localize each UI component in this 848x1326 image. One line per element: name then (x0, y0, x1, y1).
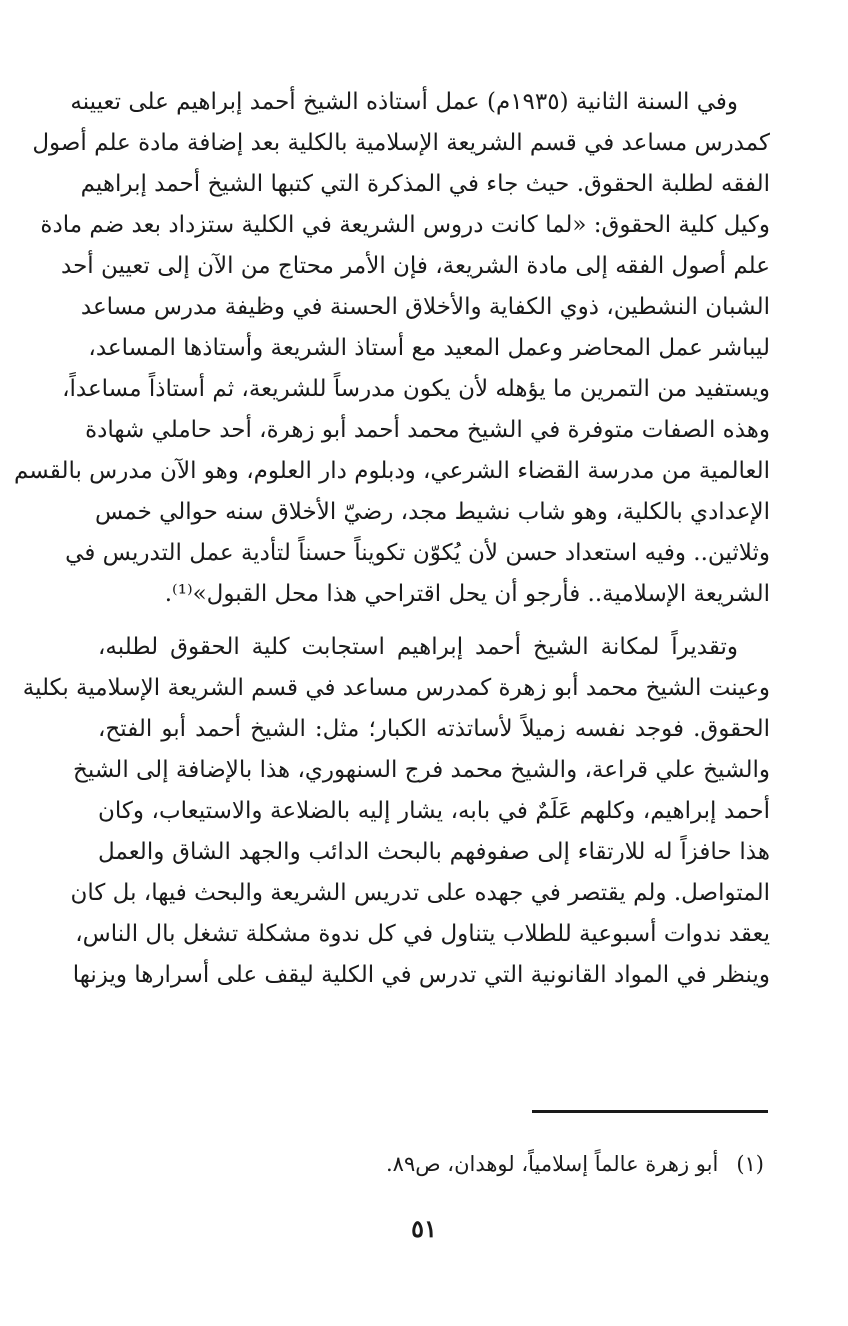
text-line: وثلاثين.. وفيه استعداد حسن لأن يُكوّن تكويناً حسناً لتأدية عمل التدريس في (65, 540, 770, 566)
text-line: وتقديراً لمكانة الشيخ أحمد إبراهيم استجابت كلية الحقوق لطلبه، (98, 634, 738, 660)
text-line: أحمد إبراهيم، وكلهم عَلَمٌ في بابه، يشار إليه بالضلاعة والاستيعاب، وكان (98, 798, 770, 824)
text-line: الحقوق. فوجد نفسه زميلاً لأساتذته الكبار؛ مثل: الشيخ أحمد أبو الفتح، (98, 716, 770, 742)
text-line: وفي السنة الثانية (١٩٣٥م) عمل أستاذه الشيخ أحمد إبراهيم على تعيينه (70, 89, 738, 115)
text-line: المتواصل. ولم يقتصر في جهده على تدريس الشريعة والبحث فيها، بل كان (70, 880, 770, 906)
page-body (13, 82, 770, 996)
text-line: الشبان النشطين، ذوي الكفاية والأخلاق الحسنة في وظيفة مدرس مساعد (80, 294, 770, 320)
text-line: وينظر في المواد القانونية التي تدرس في الكلية ليقف على أسرارها ويزنها (72, 962, 770, 988)
paragraph-2 (22, 627, 770, 996)
text-line: وكيل كلية الحقوق: «لما كانت دروس الشريعة في الكلية ستزداد بعد ضم مادة (40, 212, 770, 238)
text-line: الشريعة الإسلامية.. فأرجو أن يحل اقتراحي هذا محل القبول»⁽¹⁾. (164, 581, 770, 607)
text-line: والشيخ علي قراعة، والشيخ محمد فرج السنهوري، هذا بالإضافة إلى الشيخ (73, 757, 770, 783)
text-line: الفقه لطلبة الحقوق. حيث جاء في المذكرة التي كتبها الشيخ أحمد إبراهيم (80, 171, 770, 197)
text-line: كمدرس مساعد في قسم الشريعة الإسلامية بالكلية بعد إضافة مادة علم أصول (32, 130, 770, 156)
footnote-separator (532, 1110, 768, 1113)
footnote (386, 1148, 764, 1180)
footnote-text: أبو زهرة عالماً إسلامياً، لوهدان، ص٨٩. (385, 1152, 719, 1176)
page-number: ٥١ (411, 1214, 437, 1243)
text-line: يعقد ندوات أسبوعية للطلاب يتناول في كل ندوة مشكلة تشغل بال الناس، (75, 921, 770, 947)
text-line: الإعدادي بالكلية، وهو شاب نشيط مجد، رضيّ الأخلاق سنه حوالي خمس (94, 499, 770, 525)
text-line: وعينت الشيخ محمد أبو زهرة كمدرس مساعد في قسم الشريعة الإسلامية بكلية (22, 675, 770, 701)
text-line: العالمية من مدرسة القضاء الشرعي، ودبلوم دار العلوم، وهو الآن مدرس بالقسم (13, 458, 770, 484)
footnote-number: (١) (736, 1152, 764, 1176)
text-line: ليباشر عمل المحاضر وعمل المعيد مع أستاذ الشريعة وأستاذها المساعد، (88, 335, 770, 361)
text-line: وهذه الصفات متوفرة في الشيخ محمد أحمد أبو زهرة، أحد حاملي شهادة (85, 417, 770, 443)
paragraph-1 (13, 82, 770, 615)
text-line: علم أصول الفقه إلى مادة الشريعة، فإن الأمر محتاج من الآن إلى تعيين أحد (61, 253, 770, 279)
text-line: هذا حافزاً له للارتقاء إلى صفوفهم بالبحث الدائب والجهد الشاق والعمل (98, 839, 770, 865)
text-line: ويستفيد من التمرين ما يؤهله لأن يكون مدرساً للشريعة، ثم أستاذاً مساعداً، (62, 376, 770, 402)
